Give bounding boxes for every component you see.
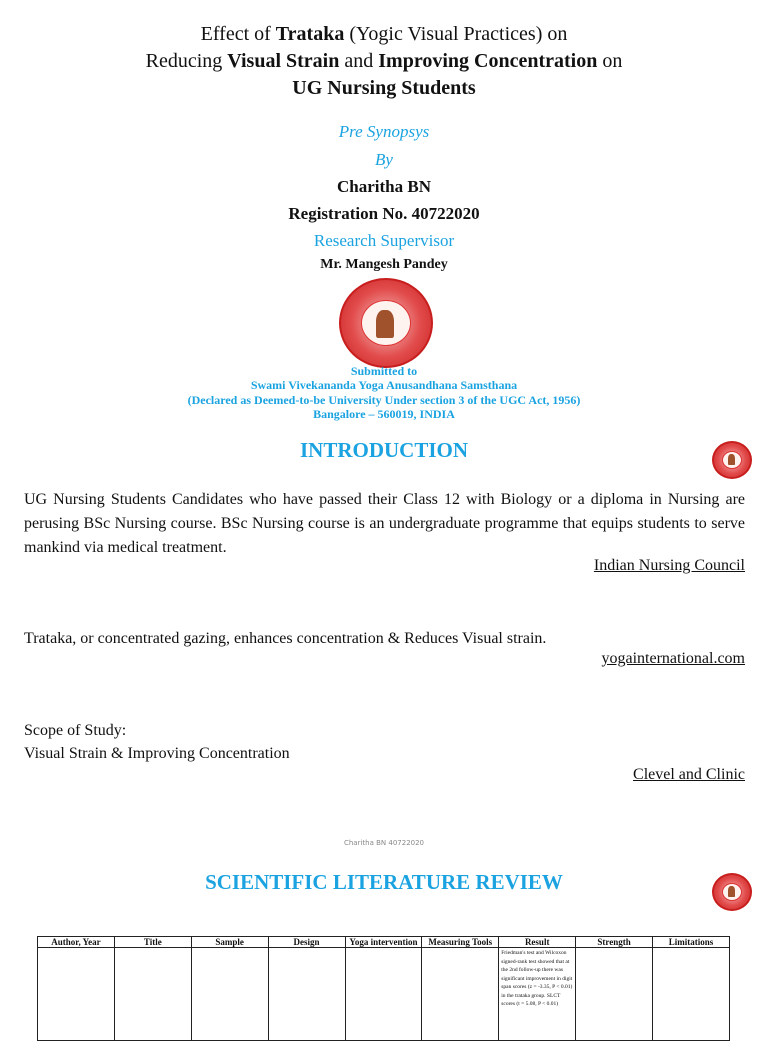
literature-review-table (37, 936, 730, 1041)
university-address: Bangalore – 560019, INDIA (313, 407, 455, 421)
by-label: By (375, 150, 393, 169)
source-indian-nursing-council: Indian Nursing Council (593, 557, 745, 574)
cell-yoga (345, 948, 422, 1041)
col-sample: Sample (191, 937, 268, 948)
author-name: Charitha BN (337, 177, 431, 196)
cell-limitations (653, 948, 730, 1041)
scope-text: Visual Strain & Improving Concentration (24, 745, 290, 762)
cell-sample (191, 948, 268, 1041)
cell-design (268, 948, 345, 1041)
col-result: Result (499, 937, 576, 948)
synopsis-label: Pre Synopsys (338, 122, 430, 141)
literature-review-heading: SCIENTIFIC LITERATURE REVIEW (205, 870, 563, 894)
university-seal-icon (339, 278, 433, 368)
university-declaration: (Declared as Deemed-to-be University Under section 3 of the UGC Act, 1956) (187, 393, 581, 407)
title-line-2: Reducing Visual Strain and Improving Concentration on (145, 50, 623, 72)
page-footer-note: Charitha BN 40722020 (343, 839, 425, 847)
col-title: Title (114, 937, 191, 948)
supervisor-name: Mr. Mangesh Pandey (320, 257, 448, 272)
submitted-to: Submitted to (350, 364, 418, 378)
cell-title (114, 948, 191, 1041)
introduction-heading: INTRODUCTION (299, 438, 469, 462)
table-row (38, 948, 730, 1041)
table-header-row (38, 937, 730, 948)
col-yoga-intervention: Yoga intervention (345, 937, 422, 948)
cell-tools (422, 948, 499, 1041)
cell-strength (576, 948, 653, 1041)
col-strength: Strength (576, 937, 653, 948)
trataka-paragraph: Trataka, or concentrated gazing, enhances concentration & Reduces Visual strain. (24, 630, 547, 647)
source-clevel-and-clinic: Clevel and Clinic (633, 766, 745, 783)
result-text: Friedman's test and Wilcoxon signed-rank test showed that at the 2nd follow-up there was significant improvement in digit span scores (z = -3.35, P < 0.01) in the trataka group. SLCT scores (t = 5.08, P < 0.01) (501, 950, 573, 1007)
source-yogainternational: yogainternational.com (601, 650, 745, 667)
title-line-3: UG Nursing Students (292, 77, 476, 99)
registration-number: Registration No. 40722020 (288, 204, 480, 223)
scope-label: Scope of Study: (24, 722, 127, 739)
small-seal-icon-2 (712, 873, 752, 911)
title-line-1: Effect of Trataka (Yogic Visual Practices) on (200, 23, 568, 45)
col-limitations: Limitations (653, 937, 730, 948)
supervisor-label: Research Supervisor (313, 231, 455, 250)
cell-author (38, 948, 115, 1041)
col-measuring-tools: Measuring Tools (422, 937, 499, 948)
cell-result (499, 948, 576, 1041)
small-seal-icon (712, 441, 752, 479)
introduction-paragraph: UG Nursing Students Candidates who have passed their Class 12 with Biology or a diploma in Nursing are perusing BSc Nursing course. BSc Nursing course is an undergraduate programme that equips students to serve mankind via medical treatment. (24, 491, 745, 556)
col-author-year: Author, Year (38, 937, 115, 948)
col-design: Design (268, 937, 345, 948)
university-name: Swami Vivekananda Yoga Anusandhana Samsthana (250, 378, 518, 392)
